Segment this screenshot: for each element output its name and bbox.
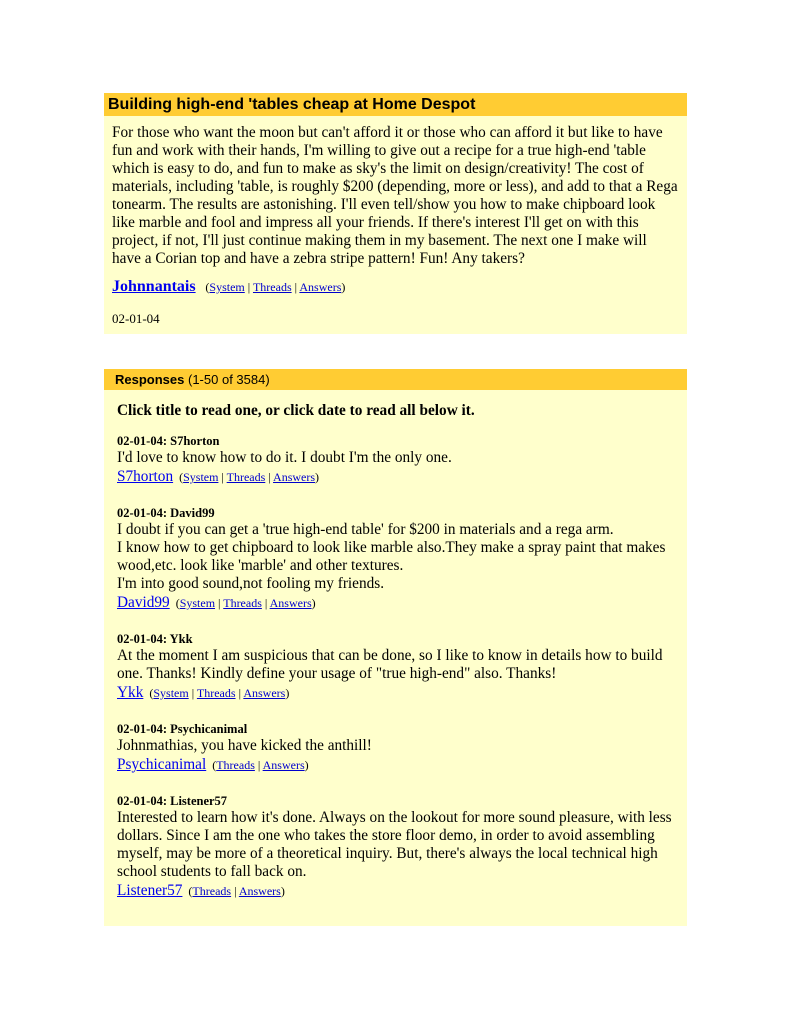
response-answers-link[interactable]: Answers [243,686,286,700]
response-threads-link[interactable]: Threads [192,884,232,898]
post-answers-link[interactable]: Answers [299,280,342,294]
responses-instructions: Click title to read one, or click date to read all below it. [117,402,475,419]
response-item [117,506,687,613]
response-text [117,647,687,683]
post-system-link[interactable]: System [209,280,245,294]
response-author-line [117,683,687,703]
response-text [117,449,687,467]
response-author-links: (System | Threads | Answers) [175,596,316,610]
response-item [117,722,687,775]
response-author-link[interactable]: Listener57 [117,882,183,899]
response-threads-link[interactable]: Threads [216,758,255,772]
response-author-link[interactable]: Psychicanimal [117,756,207,773]
response-author-links: (System | Threads | Answers) [149,686,290,700]
response-text-line: I know how to get chipboard to look like marble also.They make a spray paint that makes wood,etc. look like 'marble' and other textures. [117,539,666,574]
post-body: For those who want the moon but can't afford it or those who can afford it but like to have fun and work with their hands, I'm willing to give out a recipe for a true high-end 'table which is easy to do, and fun to make as sky's the limit on design/creativity! The cost of materials, including 'table, is roughly $200 (depending, more or less), and add to that a Rega tonearm. The results are astonishing. I'll even tell/show you how to make chipboard look like marble and fool and impress all your friends. If there's interest I'll get on with this project, if not, I'll just continue making them in my basement. The next one I make will have a Corian top and have a zebra stripe pattern! Fun! Any takers? [112,124,678,267]
response-text-line: I doubt if you can get a 'true high-end table' for $200 in materials and a rega arm. [117,521,614,538]
response-text [117,737,687,755]
response-text-line: Johnmathias, you have kicked the anthill! [117,737,372,754]
response-author-links: (System | Threads | Answers) [179,470,320,484]
response-text-line: At the moment I am suspicious that can be done, so I like to know in details how to build one. Thanks! Kindly define your usage of "true high-end" also. Thanks! [117,647,663,682]
response-author-link[interactable]: Ykk [117,684,144,701]
responses-list [104,390,687,901]
post-date: 02-01-04 [112,311,160,326]
response-header-link[interactable]: 02-01-04: Ykk [117,632,193,646]
response-header-link[interactable]: 02-01-04: David99 [117,506,215,520]
response-threads-link[interactable]: Threads [223,596,262,610]
response-text [117,809,687,881]
response-threads-link[interactable]: Threads [226,470,266,484]
post-author-line [112,278,679,296]
response-author-line [117,881,687,901]
post-threads-link[interactable]: Threads [252,280,292,294]
response-header-link[interactable]: 02-01-04: S7horton [117,434,220,448]
response-author-links: (Threads | Answers) [212,758,309,772]
response-answers-link[interactable]: Answers [273,470,316,484]
response-author-links: (Threads | Answers) [188,884,285,898]
responses-header [104,369,687,390]
response-item [117,794,687,901]
response-answers-link[interactable]: Answers [262,758,305,772]
response-author-link[interactable]: David99 [117,594,170,611]
response-text-line: Interested to learn how it's done. Always on the lookout for more sound pleasure, with less dollars. Since I am the one who takes the store floor demo, in order to avoid assembling myself, may be more of a theoretical inquiry. But, there's always the local technical high school students to fall back on. [117,809,672,880]
response-system-link[interactable]: System [179,596,216,610]
response-text-line: I'm into good sound,not fooling my friends. [117,575,385,592]
post-author-links: (System | Threads | Answers) [205,280,346,294]
responses-count: (1-50 of 3584) [188,372,270,387]
response-author-line [117,593,687,613]
response-text [117,521,687,593]
response-header-link[interactable]: 02-01-04: Psychicanimal [117,722,248,736]
response-item [117,632,687,703]
post-author-link[interactable]: Johnnantais [112,278,196,295]
response-author-line [117,755,687,775]
response-item [117,434,687,487]
post-title: Building high-end 'tables cheap at Home Despot [104,93,687,116]
response-author-line [117,467,687,487]
original-post-panel [104,93,687,334]
response-author-link[interactable]: S7horton [117,468,174,485]
response-threads-link[interactable]: Threads [196,686,236,700]
response-system-link[interactable]: System [153,686,189,700]
response-answers-link[interactable]: Answers [269,596,312,610]
responses-label: Responses [115,372,185,387]
response-header-link[interactable]: 02-01-04: Listener57 [117,794,228,808]
response-text-line: I'd love to know how to do it. I doubt I'm the only one. [117,449,452,466]
responses-panel [104,369,687,926]
response-system-link[interactable]: System [183,470,219,484]
response-answers-link[interactable]: Answers [238,884,281,898]
